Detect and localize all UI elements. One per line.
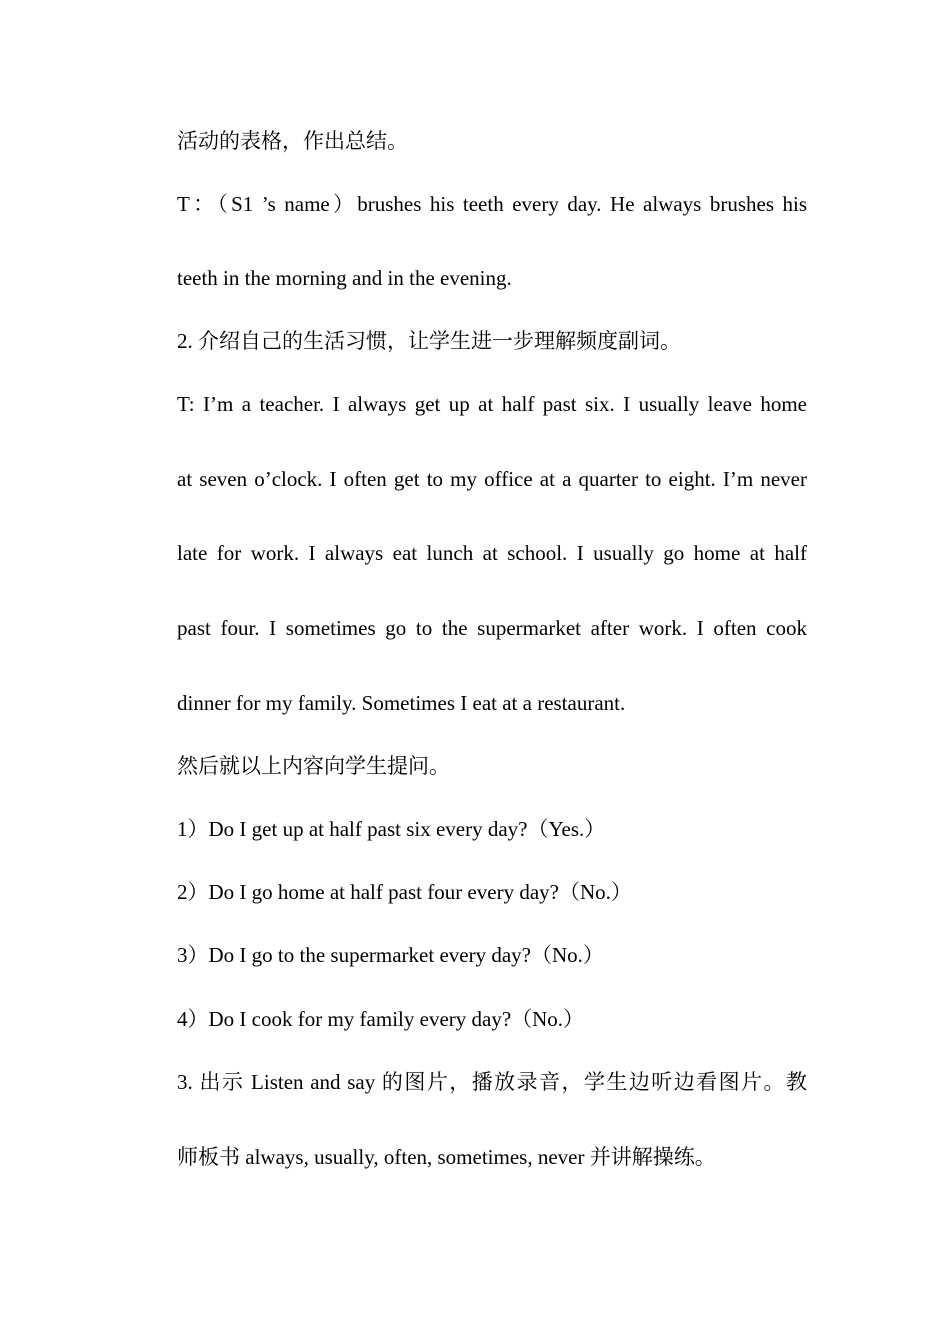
question-item: 2）Do I go home at half past four every day?（No.） [177, 880, 632, 904]
text-line: late for work. I always eat lunch at school. I usually go home at half [177, 541, 807, 565]
text-line: 2. 介绍自己的生活习惯，让学生进一步理解频度副词。 [177, 329, 681, 353]
question-item: 4）Do I cook for my family every day?（No.） [177, 1007, 585, 1031]
text-line: 3. 出示 Listen and say 的图片，播放录音，学生边听边看图片。教 [177, 1070, 807, 1094]
text-line: teeth in the morning and in the evening. [177, 266, 512, 290]
text-line: 然后就以上内容向学生提问。 [177, 754, 450, 778]
text-line: 活动的表格，作出总结。 [177, 129, 408, 153]
text-line: at seven o’clock. I often get to my office at a quarter to eight. I’m never [177, 467, 807, 491]
text-line: 师板书 always, usually, often, sometimes, never 并讲解操练。 [177, 1145, 716, 1169]
text-line: T: I’m a teacher. I always get up at half past six. I usually leave home [177, 392, 807, 416]
question-item: 3）Do I go to the supermarket every day?（No.） [177, 943, 604, 967]
text-line: dinner for my family. Sometimes I eat at a restaurant. [177, 691, 626, 715]
question-item: 1）Do I get up at half past six every day?（Yes.） [177, 817, 606, 841]
text-line: T：（S1 ’s name）brushes his teeth every day. He always brushes his [177, 192, 807, 216]
text-line: past four. I sometimes go to the supermarket after work. I often cook [177, 616, 807, 640]
